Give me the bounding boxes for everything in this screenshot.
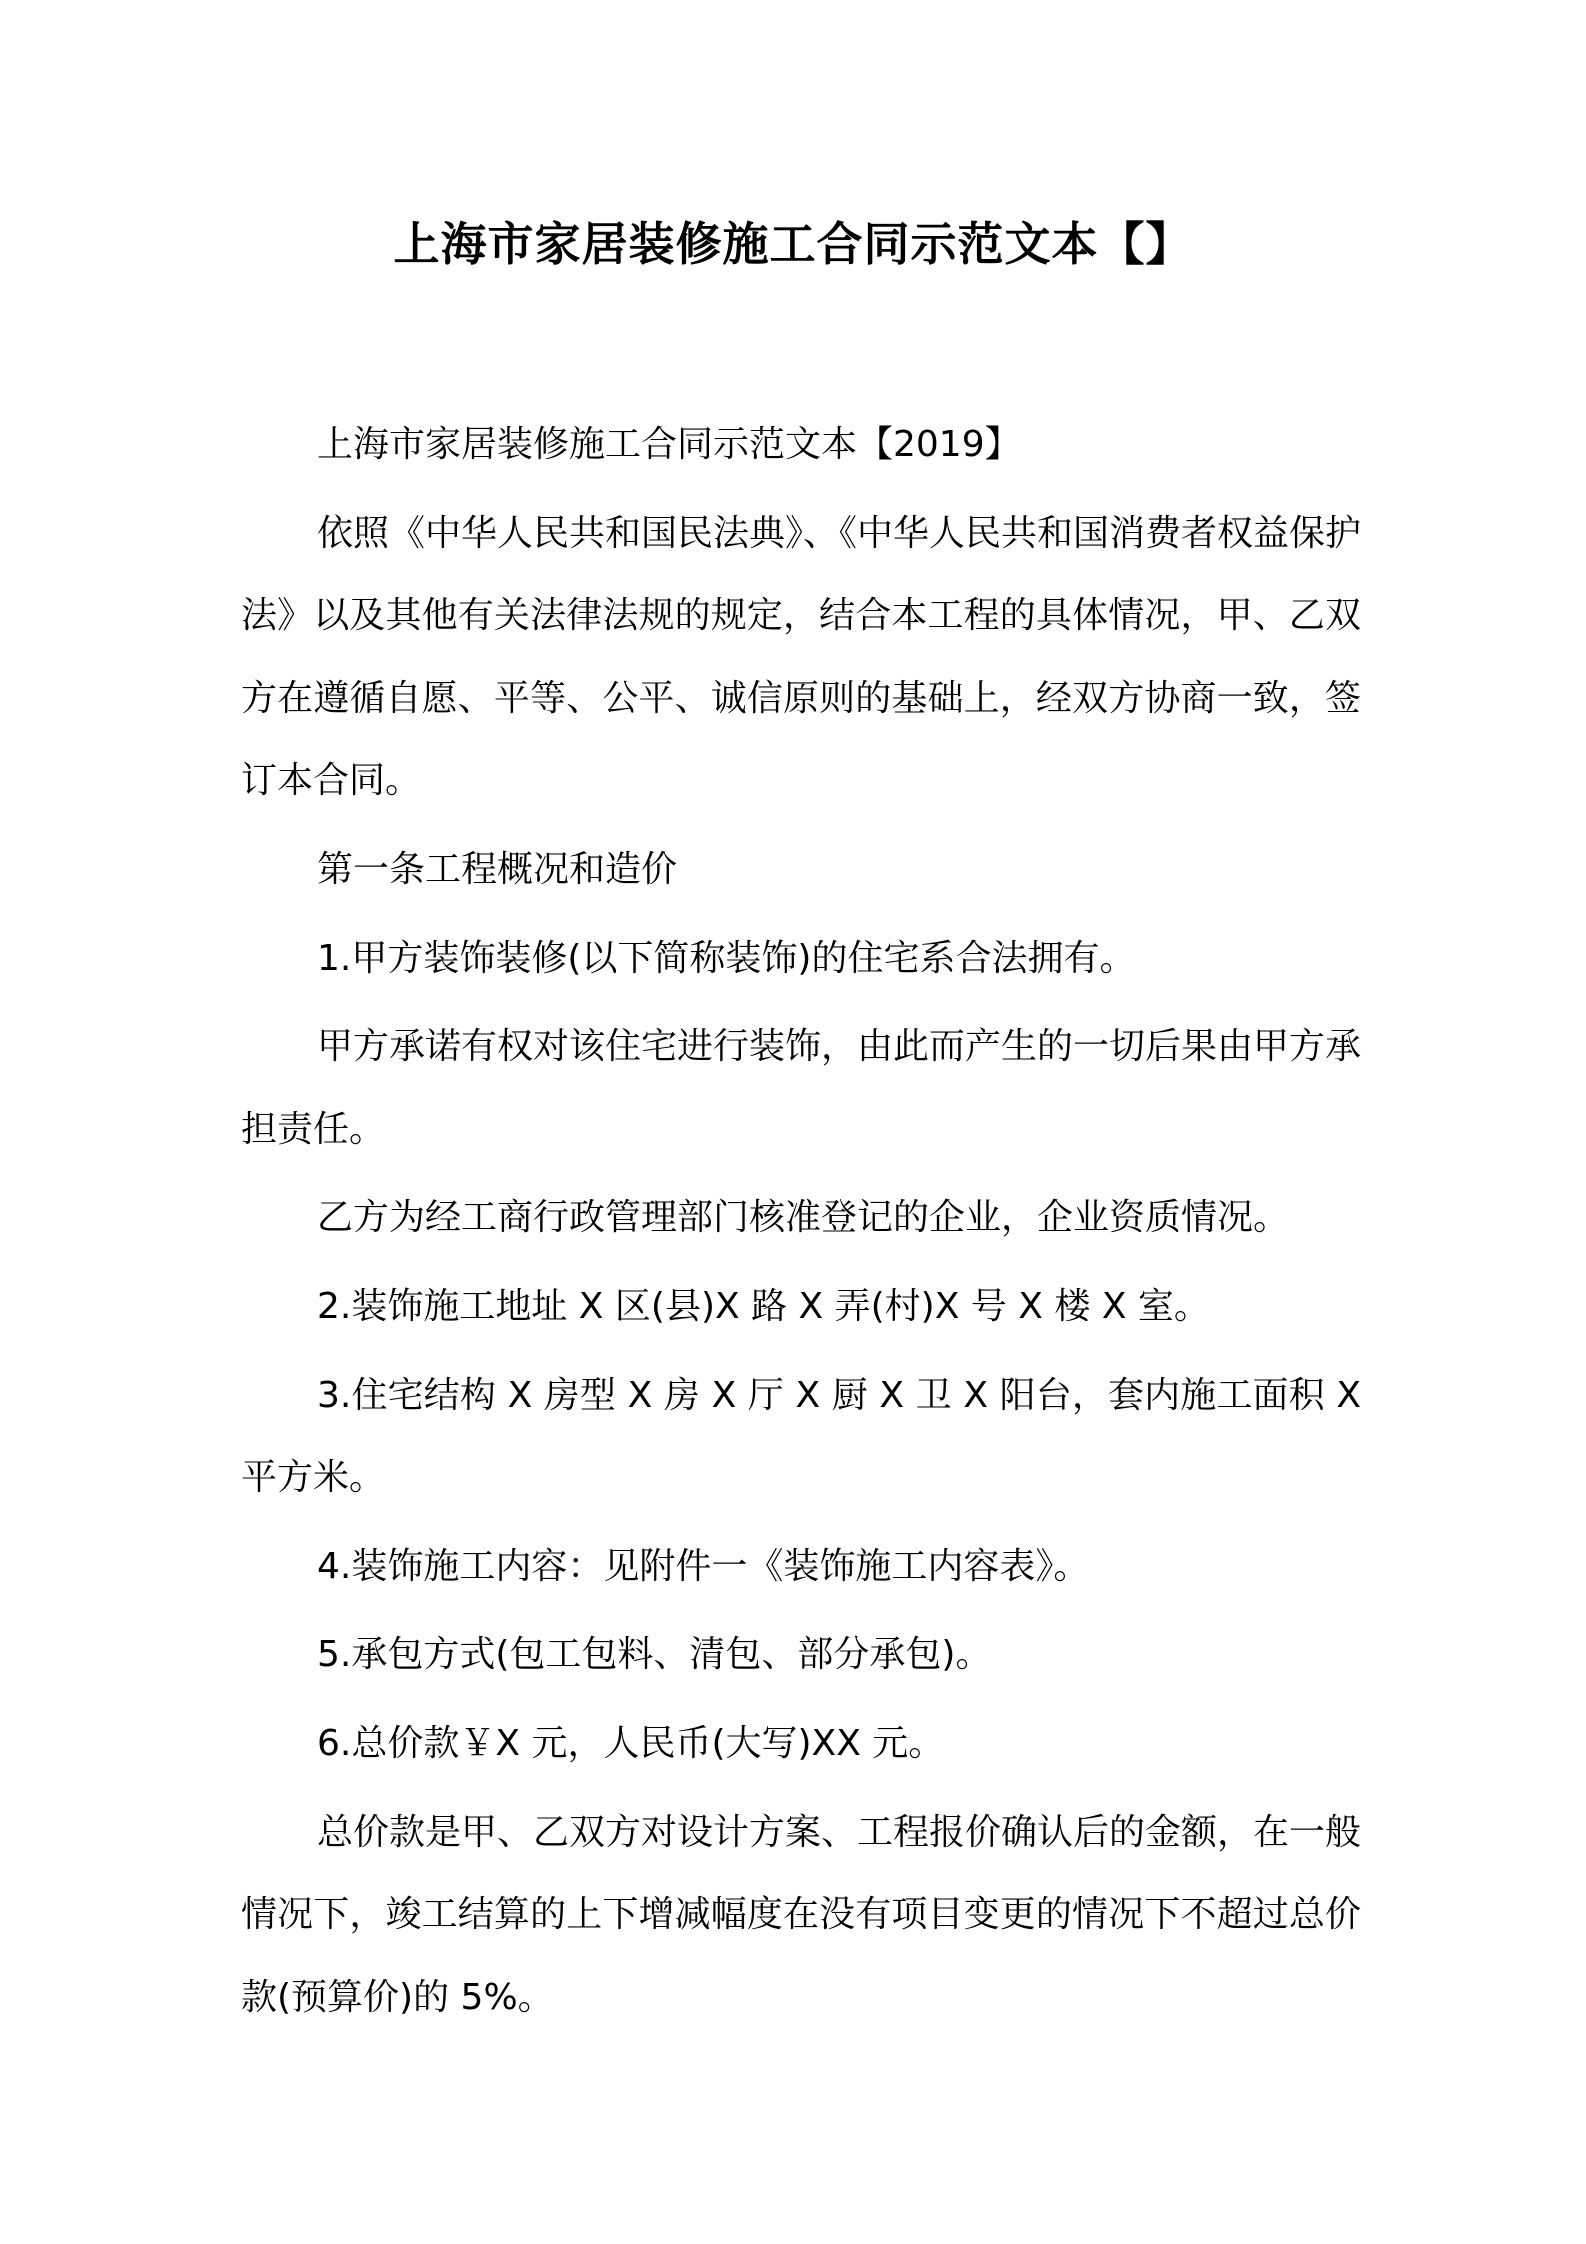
document-title: 上海市家居装修施工合同示范文本【】 <box>393 217 1193 271</box>
preamble-paragraph: 依照《中华人民共和国民法典》、《中华人民共和国消费者权益保护法》以及其他有关法律法规的规定，结合本工程的具体情况，甲、乙双方在遵循自愿、平等、公平、诚信原则的基础上，经双方协商一致，签订本合同。 <box>241 512 1362 802</box>
clause-5-paragraph: 5.承包方式(包工包料、清包、部分承包)。 <box>317 1634 992 1676</box>
clause-4-paragraph: 4.装饰施工内容：见附件一《装饰施工内容表》。 <box>317 1545 1090 1587</box>
clause-1-paragraph: 1.甲方装饰装修(以下简称装饰)的住宅系合法拥有。 <box>317 937 1136 979</box>
total-price-note-paragraph: 总价款是甲、乙双方对设计方案、工程报价确认后的金额，在一般情况下，竣工结算的上下增减幅度在没有项目变更的情况下不超过总价款(预算价)的 5%。 <box>241 1811 1362 2018</box>
clause-2-paragraph: 2.装饰施工地址 X 区(县)X 路 X 弄(村)X 号 X 楼 X 室。 <box>317 1285 1210 1327</box>
document-body <box>241 404 1361 2045</box>
article-one-heading: 第一条工程概况和造价 <box>317 848 678 890</box>
clause-6-paragraph: 6.总价款￥X 元，人民币(大写)XX 元。 <box>317 1722 945 1764</box>
clause-1-commitment-paragraph: 甲方承诺有权对该住宅进行装饰，由此而产生的一切后果由甲方承担责任。 <box>241 1026 1362 1150</box>
party-b-qualification-paragraph: 乙方为经工商行政管理部门核准登记的企业，企业资质情况。 <box>317 1197 1290 1239</box>
subtitle-paragraph: 上海市家居装修施工合同示范文本【2019】 <box>317 424 1021 465</box>
clause-3-paragraph: 3.住宅结构 X 房型 X 房 X 厅 X 厨 X 卫 X 阳台，套内施工面积 X 平方米。 <box>241 1374 1361 1499</box>
